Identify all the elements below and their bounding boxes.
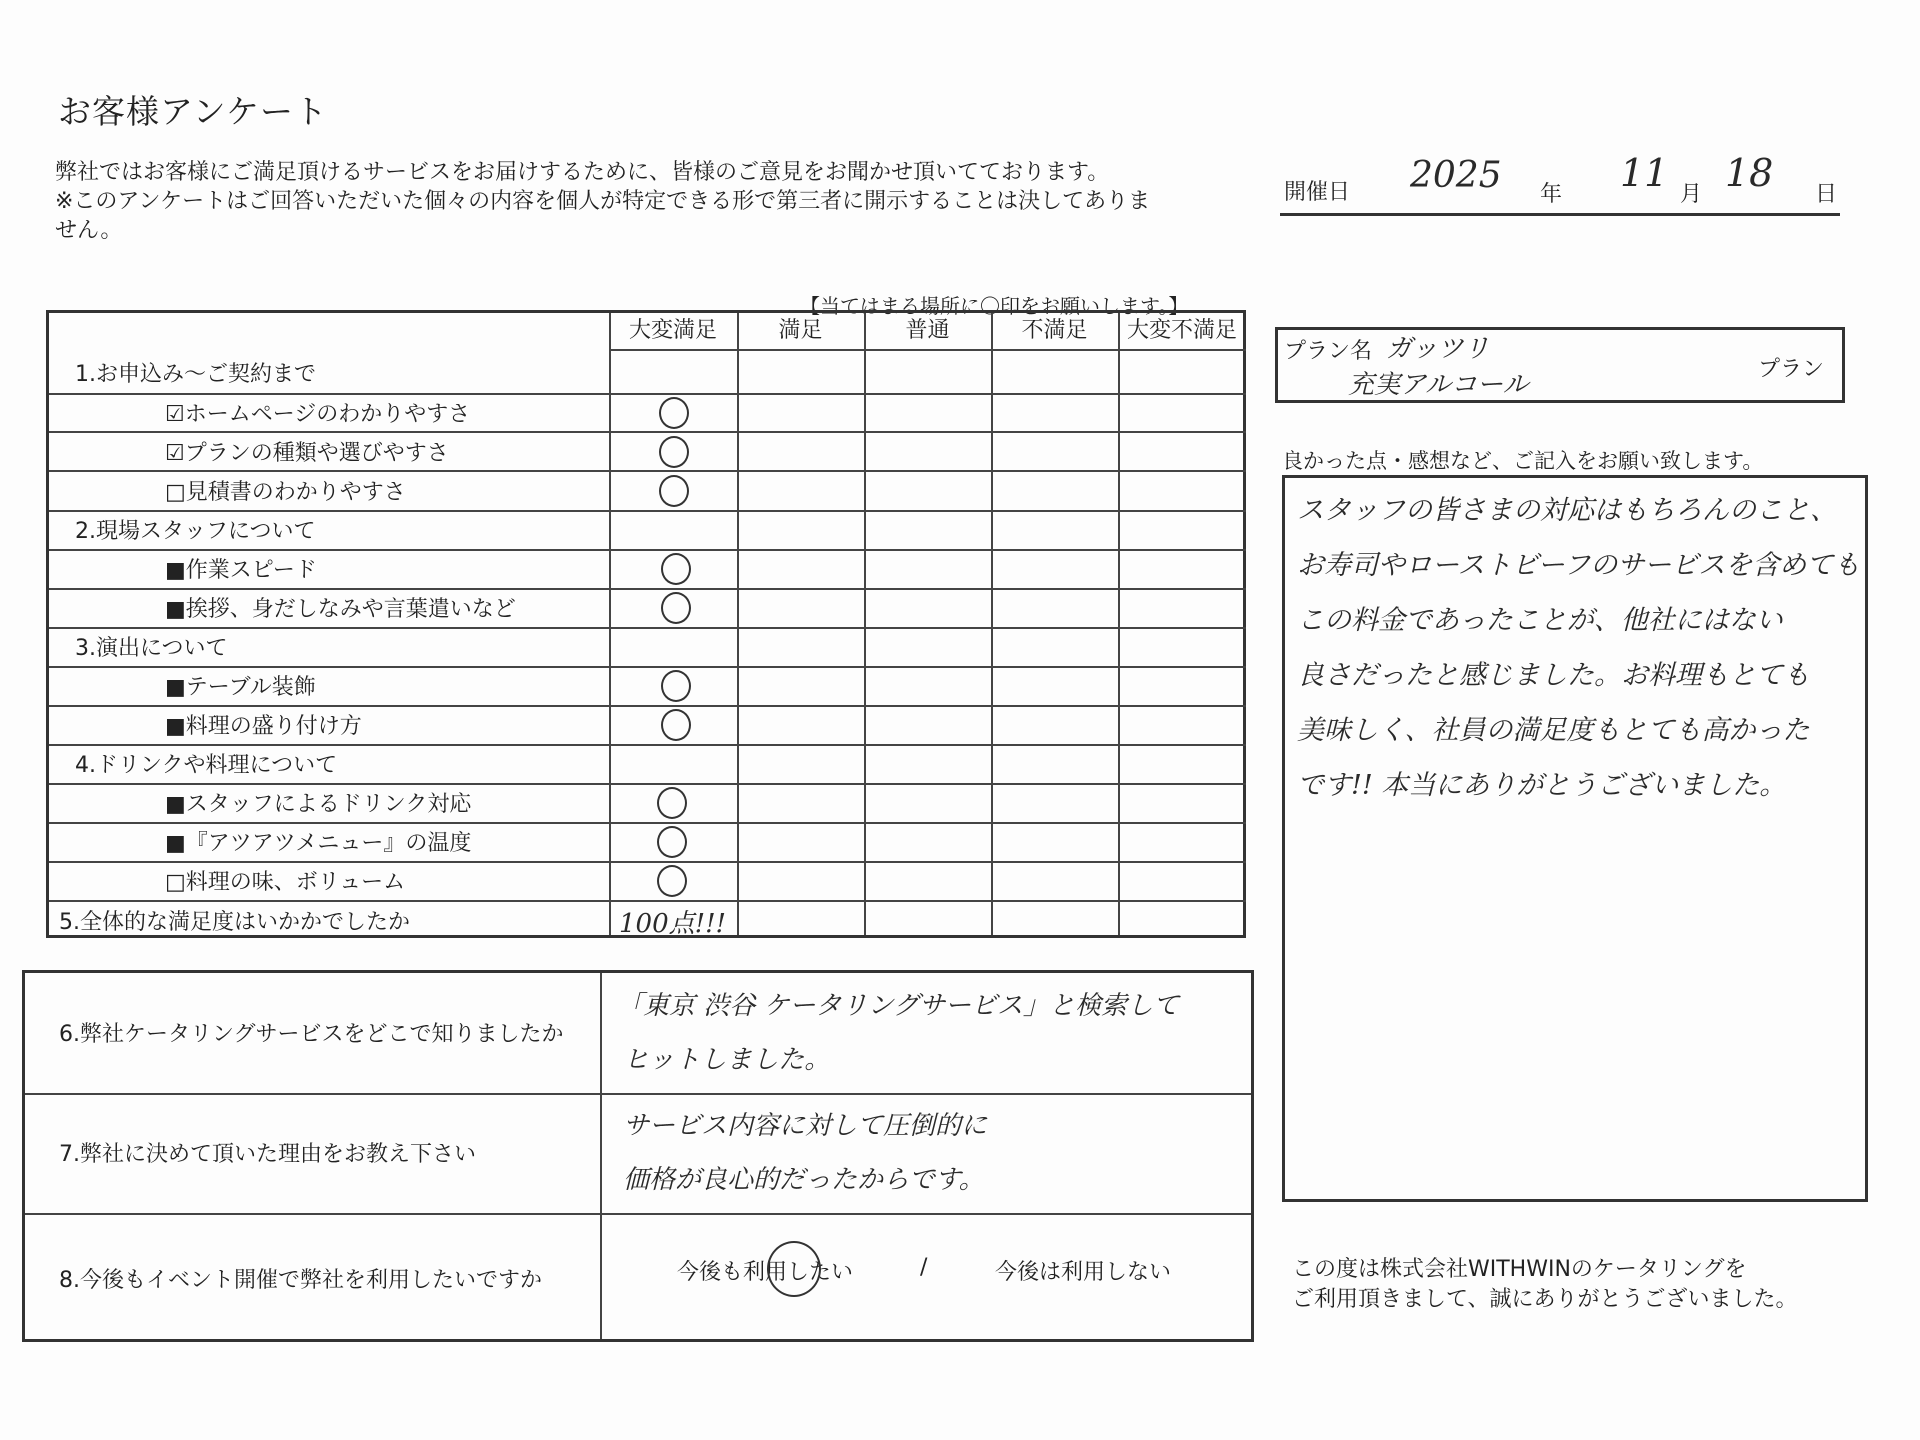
intro-line-2: ※このアンケートはご回答いただいた個々の内容を個人が特定できる形で第三者に開示することは決してありま	[55, 189, 1151, 214]
comments-label: 良かった点・感想など、ご記入をお願い致します。	[1282, 449, 1764, 473]
comment-line: スタッフの皆さまの対応はもちろんのこと、	[1297, 495, 1837, 526]
circle-mark	[657, 865, 687, 897]
circle-mark	[657, 826, 687, 858]
comment-line: お寿司やローストビーフのサービスを含めても	[1297, 550, 1861, 581]
comment-line: この料金であったことが、他社にはない	[1297, 605, 1783, 636]
item-estimate: □見積書のわかりやすさ	[165, 480, 406, 505]
answer-6-line1: 「東京 渋谷 ケータリングサービス」と検索して	[617, 991, 1180, 1021]
event-date	[1280, 151, 1840, 216]
date-month-unit: 月	[1680, 182, 1703, 207]
item-taste-volume: □料理の味、ボリューム	[165, 870, 406, 895]
item-homepage: ☑ホームページのわかりやすさ	[165, 402, 471, 427]
intro-line-3: せん。	[55, 218, 123, 243]
section-3: 3.演出について	[75, 636, 228, 661]
option-will-use: 今後も利用したい	[677, 1260, 854, 1285]
circle-mark	[661, 553, 691, 585]
questions-table	[22, 970, 1254, 1342]
col-dissatisfied: 不満足	[1021, 318, 1088, 343]
section-4: 4.ドリンクや料理について	[75, 753, 338, 778]
item-plan-types: ☑プランの種類や選びやすさ	[165, 441, 449, 466]
date-month: 11	[1620, 151, 1669, 195]
rating-instruction: 【当てはまる場所に〇印をお願いします。】	[800, 294, 1189, 318]
comments-box	[1282, 475, 1868, 1202]
date-day: 18	[1725, 151, 1774, 195]
answer-7-line1: サービス内容に対して圧倒的に	[623, 1111, 988, 1141]
plan-suffix: プラン	[1758, 357, 1825, 382]
item-plating: ■料理の盛り付け方	[165, 714, 362, 739]
comment-line: 美味しく、社員の満足度もとても高かった	[1297, 715, 1810, 746]
page-title: お客様アンケート	[58, 92, 329, 131]
col-very-satisfied: 大変満足	[628, 318, 717, 343]
date-label: 開催日	[1284, 180, 1351, 205]
date-year: 2025	[1410, 155, 1502, 196]
date-day-unit: 日	[1815, 182, 1838, 207]
item-work-speed: ■作業スピード	[165, 558, 317, 583]
question-8: 8.今後もイベント開催で弊社を利用したいですか	[59, 1268, 542, 1293]
plan-name-line2: 充実アルコール	[1348, 370, 1529, 400]
circle-mark	[657, 787, 687, 819]
question-6: 6.弊社ケータリングサービスをどこで知りましたか	[59, 1022, 564, 1047]
comment-line: です!! 本当にありがとうございました。	[1297, 770, 1787, 801]
item-table-decor: ■テーブル装飾	[165, 675, 316, 700]
intro-line-1: 弊社ではお客様にご満足頂けるサービスをお届けするために、皆様のご意見をお聞かせ頂いてております。	[55, 160, 1110, 185]
circle-mark	[661, 709, 691, 741]
option-will-not-use: 今後は利用しない	[995, 1260, 1172, 1285]
section-1: 1.お申込み～ご契約まで	[75, 362, 316, 387]
comment-line: 良さだったと感じました。お料理もとても	[1297, 660, 1810, 691]
answer-7-line2: 価格が良心的だったからです。	[623, 1165, 985, 1195]
question-7: 7.弊社に決めて頂いた理由をお教え下さい	[59, 1142, 476, 1167]
circle-mark	[659, 475, 689, 507]
col-neutral: 普通	[905, 318, 950, 343]
plan-box	[1275, 327, 1845, 403]
thanks-line-1: この度は株式会社WITHWINのケータリングを	[1292, 1257, 1747, 1282]
option-separator: /	[920, 1255, 928, 1280]
rating-table	[46, 310, 1246, 938]
overall-answer: 100点!!!	[619, 909, 726, 939]
section-2: 2.現場スタッフについて	[75, 519, 316, 544]
circle-mark	[659, 397, 689, 429]
plan-name-line1: ガッツリ	[1386, 334, 1490, 364]
item-hot-menu-temp: ■『アツアツメニュー』の温度	[165, 831, 472, 856]
circle-mark	[661, 670, 691, 702]
intro-text	[55, 158, 1255, 245]
overall-label: 5.全体的な満足度はいかかでしたか	[59, 910, 410, 935]
col-very-dissatisfied: 大変不満足	[1126, 318, 1237, 343]
col-satisfied: 満足	[778, 318, 823, 343]
date-year-unit: 年	[1540, 182, 1563, 207]
item-drink-service: ■スタッフによるドリンク対応	[165, 792, 472, 817]
thanks-message	[1292, 1255, 1798, 1315]
circle-mark	[661, 592, 691, 624]
circle-mark	[767, 1241, 821, 1297]
item-manners: ■挨拶、身だしなみや言葉遣いなど	[165, 597, 516, 622]
answer-6-line2: ヒットしました。	[623, 1045, 831, 1075]
thanks-line-2: ご利用頂きまして、誠にありがとうございました。	[1292, 1287, 1798, 1312]
circle-mark	[659, 436, 689, 468]
plan-label: プラン名	[1284, 339, 1373, 364]
